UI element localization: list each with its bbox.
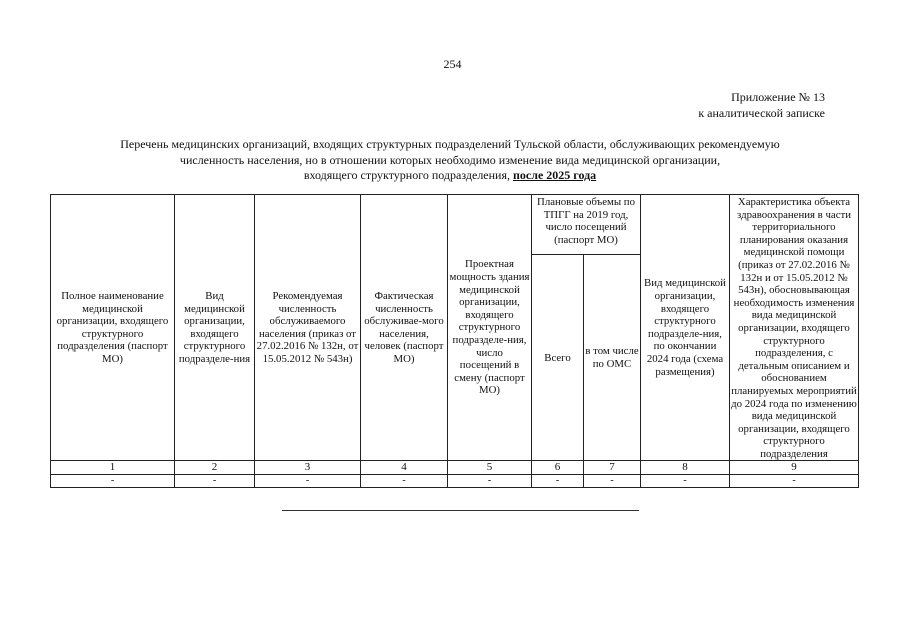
header-full-name: Полное наименование медицинской организации, входящего структурного подразделения (паспорт МО) xyxy=(51,195,175,461)
footer-divider xyxy=(282,510,639,511)
header-characteristics: Характеристика объекта здравоохранения в части территориального планирования оказания медицинской помощи (приказ от 27.02.2016 № 132н и от 15.05.2012 № 543н), обосновывающая необходимость изменения вида медицинской организации, входящего структурного подразделения, с детальным описанием и обоснованием планируемых мероприятий до 2024 года по изменению вида медицинской организации, входящего структурного подразделения xyxy=(731,196,857,460)
column-number: 3 xyxy=(255,461,361,475)
column-number: 9 xyxy=(730,461,859,475)
appendix-reference: к аналитической записке xyxy=(698,106,825,120)
title-line-2: численность населения, но в отношении которых необходимо изменение вида медицинской организации, xyxy=(179,152,721,167)
header-design-capacity: Проектная мощность здания медицинской организации, входящего структурного подразделе-ния, число посещений в смену (паспорт МО) xyxy=(448,195,532,461)
header-total: Всего xyxy=(532,255,584,461)
table-cell: - xyxy=(730,475,859,488)
column-number: 8 xyxy=(641,461,730,475)
title-line-3 xyxy=(70,168,830,184)
table-cell: - xyxy=(255,475,361,488)
column-number: 4 xyxy=(361,461,448,475)
header-recommended-population: Рекомендуемая численность обслуживаемого населения (приказ от 27.02.2016 № 132н, от 15.05.2012 № 543н) xyxy=(255,195,361,461)
column-numbers-row xyxy=(51,461,859,475)
appendix-number: Приложение № 13 xyxy=(731,90,825,104)
column-number: 2 xyxy=(175,461,255,475)
table-cell: - xyxy=(584,475,641,488)
column-number: 5 xyxy=(448,461,532,475)
header-incl-oms: в том числе по ОМС xyxy=(584,255,641,461)
organizations-table xyxy=(50,194,859,488)
column-number: 6 xyxy=(532,461,584,475)
title-emphasis: после 2025 года xyxy=(513,168,597,182)
title-line-3-text: входящего структурного подразделения, xyxy=(303,168,513,182)
table-cell: - xyxy=(448,475,532,488)
column-number: 1 xyxy=(51,461,175,475)
column-number: 7 xyxy=(584,461,641,475)
header-planned-volumes: Плановые объемы по ТПГГ на 2019 год, число посещений (паспорт МО) xyxy=(532,195,641,255)
table-cell: - xyxy=(51,475,175,488)
appendix-caption xyxy=(698,89,825,121)
page-number: 254 xyxy=(443,57,462,71)
table-row xyxy=(51,475,859,488)
header-row-1 xyxy=(51,195,859,255)
table-cell: - xyxy=(641,475,730,488)
table-cell: - xyxy=(361,475,448,488)
title-line-1: Перечень медицинских организаций, входящих структурных подразделений Тульской области, обслуживающих рекомендуемую xyxy=(120,137,780,151)
document-title xyxy=(70,137,830,184)
header-org-type: Вид медицинской организации, входящего структурного подразделе-ния xyxy=(175,195,255,461)
header-actual-population: Фактическая численность обслуживае-мого населения, человек (паспорт МО) xyxy=(361,195,448,461)
table-cell: - xyxy=(532,475,584,488)
header-org-type-2024: Вид медицинской организации, входящего структурного подразделе-ния, по окончании 2024 года (схема размещения) xyxy=(641,195,730,461)
table-cell: - xyxy=(175,475,255,488)
